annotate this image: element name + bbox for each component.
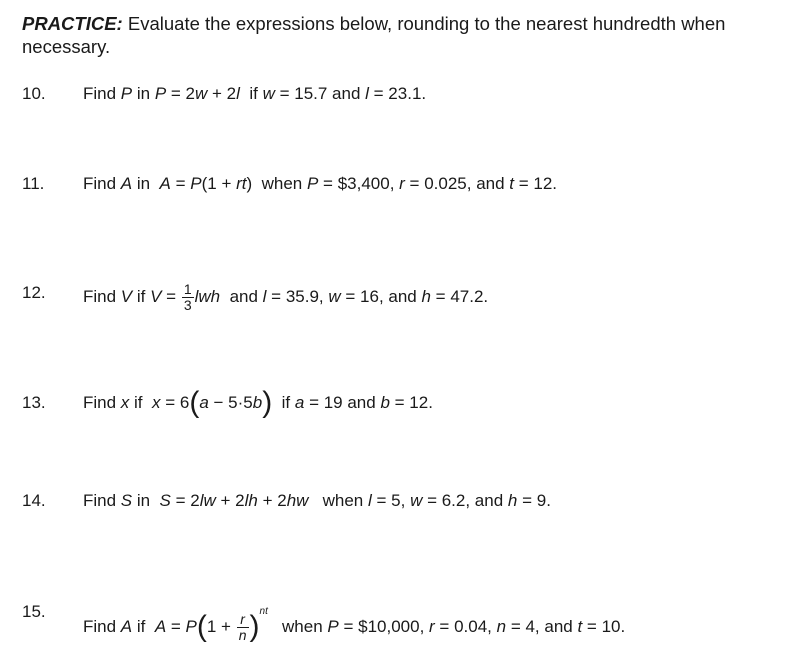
problem-number: 10. bbox=[22, 84, 46, 103]
problem-prompt: Find S in S = 2lw + 2lh + 2hw when l = 5, w = 6.2, and h = 9. bbox=[83, 491, 551, 510]
fraction-r-over-n: $\frac{r}{n}$ bbox=[238, 611, 247, 644]
problem-number: 11. bbox=[22, 174, 45, 193]
problem-prompt: Find A in A = P(1 + rt) when P = $3,400, r = 0.025, and t = 12. bbox=[83, 174, 558, 193]
problem-number: 13. bbox=[22, 393, 46, 412]
problem-prompt: Find x if x = 6(a − 5·5b) if a = 19 and b = 12. bbox=[83, 386, 433, 419]
problem-number: 14. bbox=[22, 491, 46, 510]
problem-number: 15. bbox=[22, 602, 46, 621]
problem-prompt: Find V if V = $\frac{1}{3}$ lwh and l = 35.9, w = 16, and h = 47.2. bbox=[83, 281, 489, 313]
problem-prompt: Find P in P = 2w + 2l if w = 15.7 and l = 23.1. bbox=[83, 84, 427, 103]
fraction-one-third: $\frac{1}{3}$ bbox=[183, 281, 192, 313]
problem-prompt: Find A if A = P(1 + $\frac{r}{n}$ )$^{nt}$ when P = $10,000, r = 0.04, n = 4, and t = 10. bbox=[83, 606, 626, 644]
instructions-text: Evaluate the expressions below, rounding to the nearest hundredth when necessary. bbox=[22, 13, 726, 57]
practice-label: PRACTICE: bbox=[22, 13, 123, 34]
problem-number: 12. bbox=[22, 283, 46, 302]
instructions bbox=[22, 12, 782, 58]
